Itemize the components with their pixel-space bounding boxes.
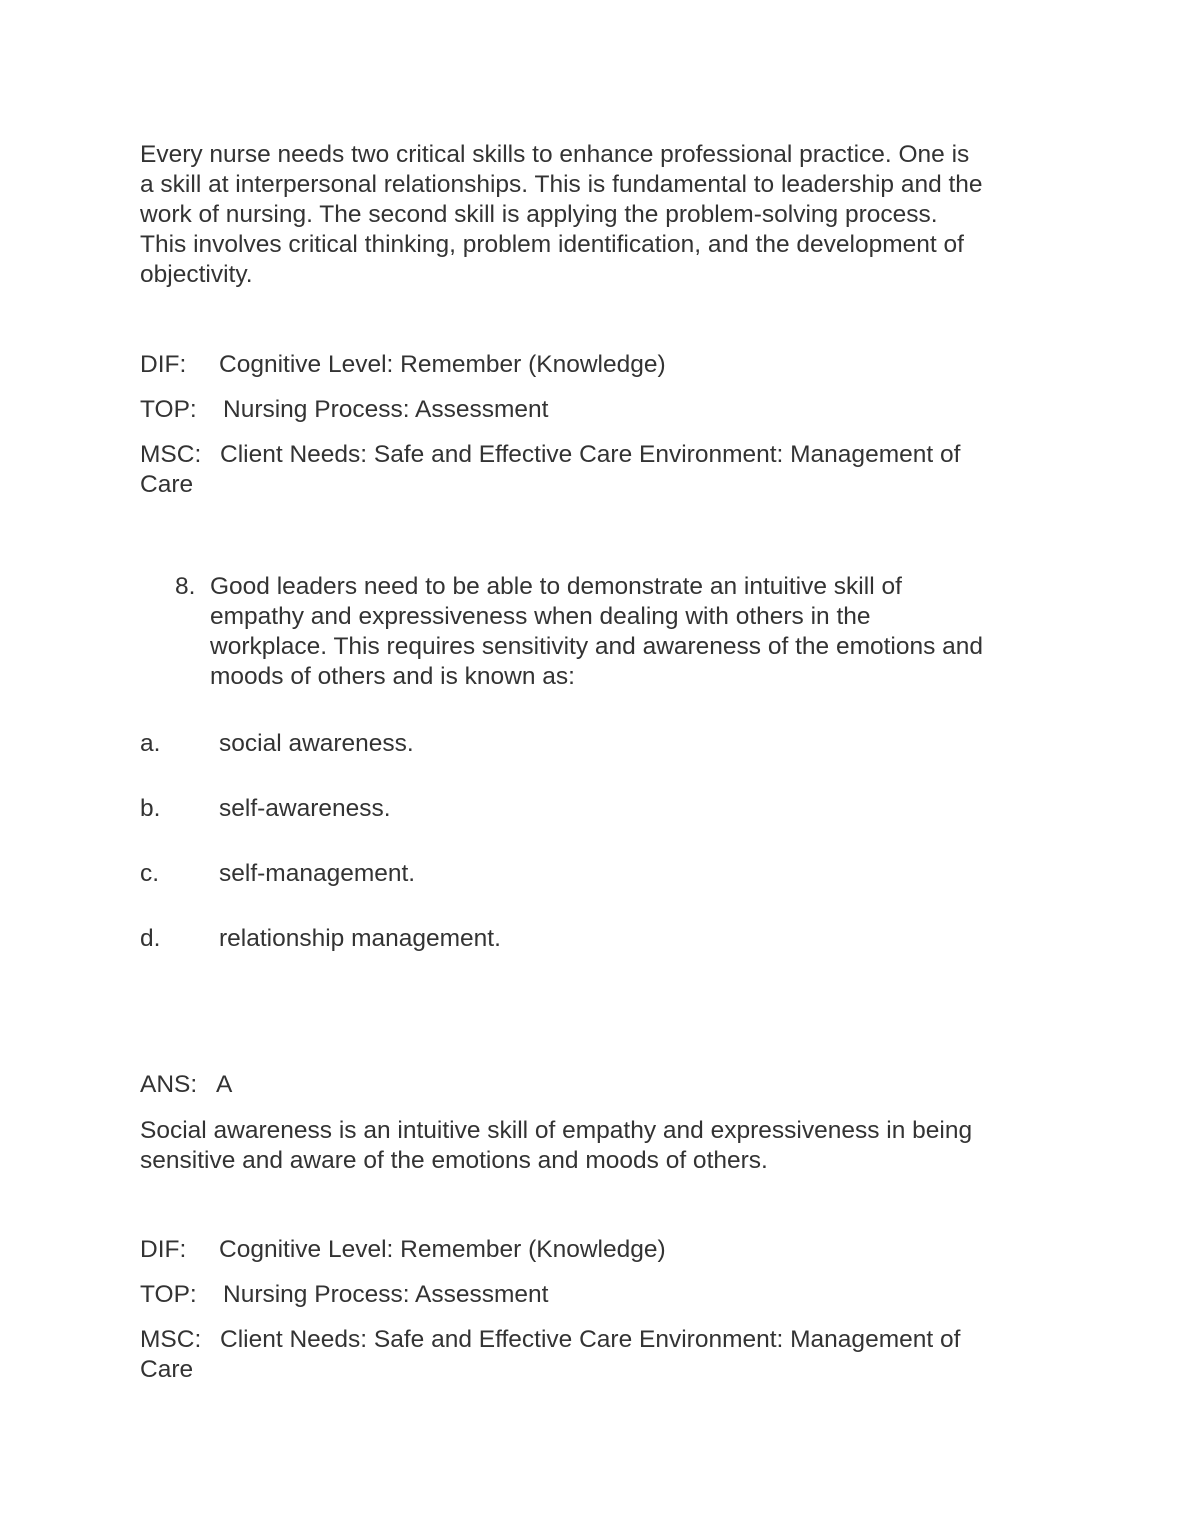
question-number: 8. — [175, 573, 196, 600]
option-letter: a. — [140, 730, 161, 757]
paragraph-line: a skill at interpersonal relationships. This is fundamental to leadership and the — [140, 171, 983, 198]
paragraph-line: objectivity. — [140, 261, 253, 288]
option-letter: b. — [140, 795, 161, 822]
msc-label: MSC: — [140, 1326, 202, 1353]
paragraph-line: This involves critical thinking, problem identification, and the development of — [140, 231, 964, 258]
msc-value: Client Needs: Safe and Effective Care Environment: Management of — [220, 1326, 961, 1353]
option-text: self-management. — [219, 860, 416, 887]
dif-value: Cognitive Level: Remember (Knowledge) — [219, 1236, 666, 1263]
top-label: TOP: — [140, 396, 197, 423]
option-text: social awareness. — [219, 730, 414, 757]
msc-value-continued: Care — [140, 471, 194, 498]
question-stem-line: empathy and expressiveness when dealing with others in the — [210, 603, 871, 630]
option-text: relationship management. — [219, 925, 501, 952]
option-text: self-awareness. — [219, 795, 391, 822]
msc-value: Client Needs: Safe and Effective Care Environment: Management of — [220, 441, 961, 468]
msc-label: MSC: — [140, 441, 202, 468]
dif-label: DIF: — [140, 1236, 187, 1263]
question-stem-line: Good leaders need to be able to demonstrate an intuitive skill of — [210, 573, 902, 600]
answer-label: ANS: — [140, 1071, 198, 1098]
answer-value: A — [216, 1071, 233, 1098]
paragraph-line: work of nursing. The second skill is applying the problem-solving process. — [140, 201, 938, 228]
dif-label: DIF: — [140, 351, 187, 378]
paragraph-line: Every nurse needs two critical skills to enhance professional practice. One is — [140, 141, 970, 168]
question-stem-line: workplace. This requires sensitivity and awareness of the emotions and — [210, 633, 984, 660]
rationale-line: Social awareness is an intuitive skill of empathy and expressiveness in being — [140, 1117, 973, 1144]
top-value: Nursing Process: Assessment — [223, 1281, 549, 1308]
question-stem-line: moods of others and is known as: — [210, 663, 575, 690]
msc-value-continued: Care — [140, 1356, 194, 1383]
rationale-line: sensitive and aware of the emotions and moods of others. — [140, 1147, 768, 1174]
dif-value: Cognitive Level: Remember (Knowledge) — [219, 351, 666, 378]
option-letter: d. — [140, 925, 161, 952]
top-label: TOP: — [140, 1281, 197, 1308]
option-letter: c. — [140, 860, 160, 887]
top-value: Nursing Process: Assessment — [223, 396, 549, 423]
